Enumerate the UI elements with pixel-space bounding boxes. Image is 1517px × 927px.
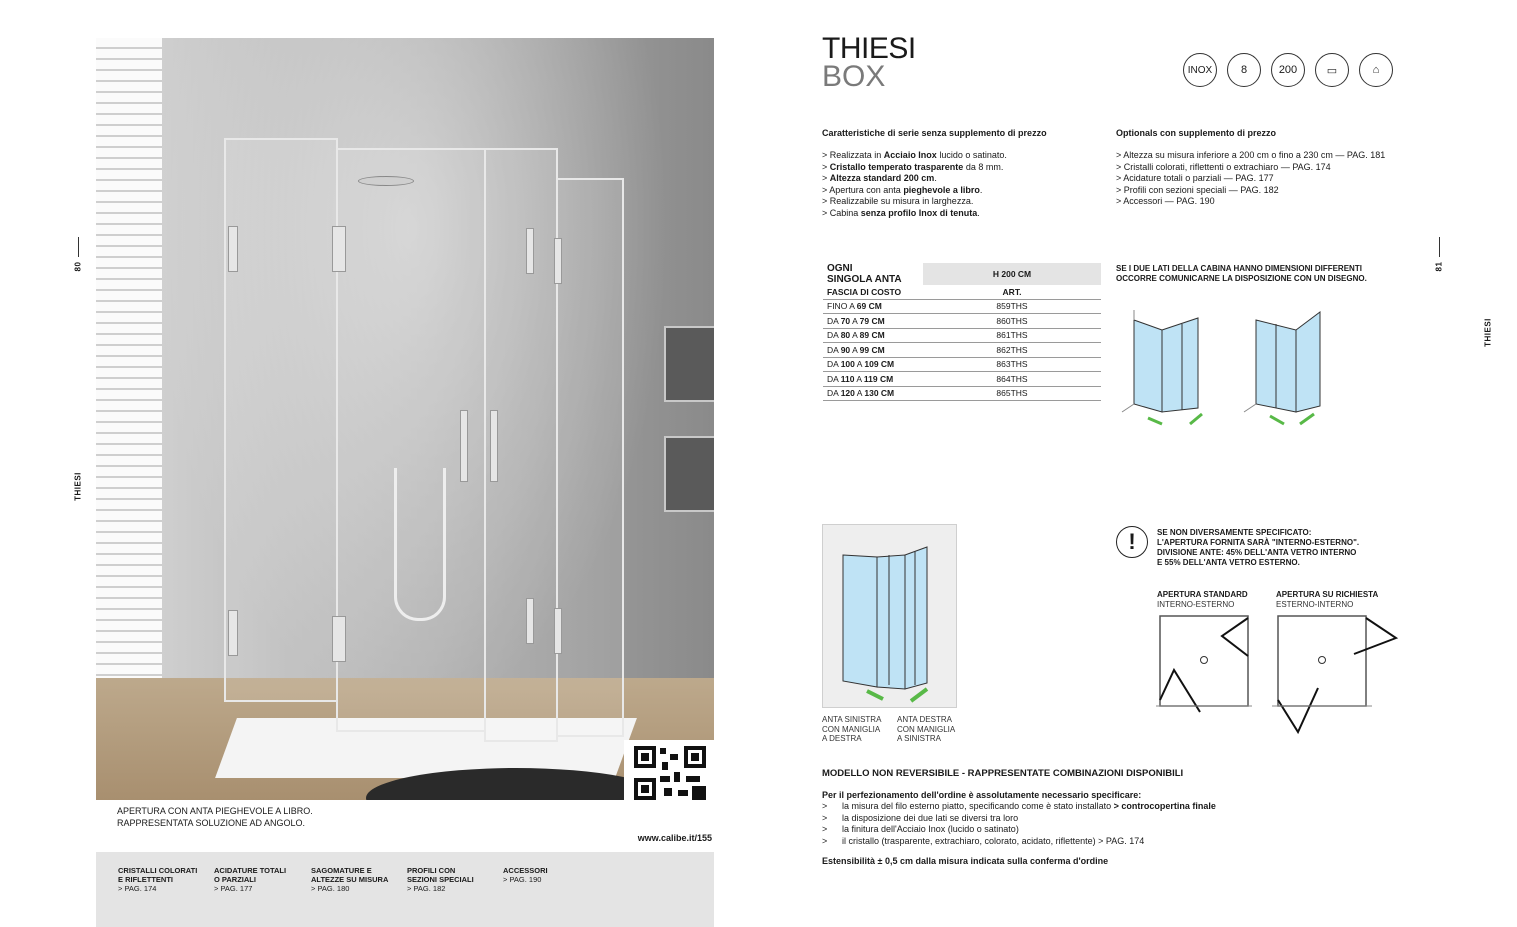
opening-request: APERTURA SU RICHIESTA ESTERNO-INTERNO (1276, 590, 1379, 609)
feature-item: > Apertura con anta pieghevole a libro. (822, 184, 983, 195)
order-item: > la finitura dell'Acciaio Inox (lucido o satinato) (822, 824, 1019, 834)
hinge (526, 598, 534, 644)
opening-standard: APERTURA STANDARD INTERNO-ESTERNO (1157, 590, 1248, 609)
hinge (526, 228, 534, 274)
thickness-8-icon: 8 (1227, 53, 1261, 87)
optionals-list (1116, 150, 1426, 208)
feature-item: > Realizzata in Acciaio Inox lucido o satinato. (822, 150, 1007, 160)
table-row: DA 100 A 109 CM 863THS (823, 357, 1101, 372)
column-range: FASCIA DI COSTO (823, 285, 923, 299)
hinge (332, 616, 346, 662)
inox-icon: INOX (1183, 53, 1217, 87)
wall-niche-upper (664, 326, 714, 402)
feature-item: > Cristallo temperato trasparente da 8 mm. (822, 161, 1004, 172)
easy-clean-icon: ⌂ (1359, 53, 1393, 87)
model-note: MODELLO NON REVERSIBILE - RAPPRESENTATE COMBINAZIONI DISPONIBILI (822, 768, 1184, 779)
option-2: SAGOMATURE E ALTEZZE SU MISURA > PAG. 180 (311, 866, 389, 893)
features-title: Caratteristiche di serie senza supplemento di prezzo (822, 128, 1047, 138)
option-3: PROFILI CON SEZIONI SPECIALI > PAG. 182 (407, 866, 474, 893)
hinge (554, 608, 562, 654)
optional-item: > Accessori — PAG. 190 (1116, 196, 1215, 206)
different-sides-note: SE I DUE LATI DELLA CABINA HANNO DIMENSIONI DIFFERENTI OCCORRE COMUNICARNE LA DISPOSIZIONE CON UN DISEGNO. (1116, 264, 1367, 283)
option-4: ACCESSORI > PAG. 190 (503, 866, 548, 884)
door-handle (490, 410, 498, 482)
warning-icon: ! (1116, 526, 1148, 558)
feature-item: > Cabina senza profilo Inox di tenuta. (822, 207, 980, 218)
shower-hose (394, 468, 446, 621)
handle-caption-left: ANTA SINISTRA CON MANIGLIA A DESTRA (822, 715, 882, 743)
features-list (822, 150, 1102, 219)
order-item: > il cristallo (trasparente, extrachiaro, colorato, acidato, riflettente) > PAG. 174 (822, 835, 1145, 846)
handle-caption-right: ANTA DESTRA CON MANIGLIA A SINISTRA (897, 715, 956, 743)
height-200-icon: 200 (1271, 53, 1305, 87)
corner-diagram-1 (1118, 300, 1218, 430)
product-title: THIESI (822, 32, 916, 65)
table-row: DA 80 A 89 CM 861THS (823, 328, 1101, 343)
option-1: ACIDATURE TOTALI O PARZIALI > PAG. 177 (214, 866, 287, 893)
column-height: H 200 CM (923, 263, 1101, 285)
order-item: > la misura del filo esterno piatto, specificando come è stato installato > controcopertina finale (822, 801, 1216, 811)
features-block (822, 128, 1102, 219)
product-subtitle: BOX (822, 60, 886, 93)
glass-panel-left (224, 138, 338, 702)
price-table (823, 263, 1101, 401)
optional-item: > Altezza su misura inferiore a 200 cm o fino a 230 cm — PAG. 181 (1116, 150, 1386, 160)
photo-caption (117, 806, 517, 829)
left-page-number: 80 (73, 261, 83, 272)
right-side-title: THIESI (1483, 318, 1493, 347)
left-page-number-rule (78, 237, 79, 257)
shower-head (358, 176, 414, 186)
hinge (332, 226, 346, 272)
door-handle (460, 410, 468, 482)
table-row: FINO A 69 CM 859THS (823, 299, 1101, 314)
left-side-title: THIESI (73, 472, 83, 501)
right-page-number-rule (1439, 237, 1440, 257)
measure-icon: ▭ (1315, 53, 1349, 87)
glass-panel-right (556, 178, 624, 737)
right-page-number: 81 (1434, 261, 1444, 272)
order-block (822, 790, 1342, 847)
warning-note: SE NON DIVERSAMENTE SPECIFICATO: L'APERTURA FORNITA SARÀ "INTERNO-ESTERNO". DIVISIONE ANTE: 45% DELL'ANTA VETRO INTERNO E 55% DELL'ANTA VETRO ESTERNO. (1157, 528, 1360, 567)
tolerance-note: Estensibilità ± 0,5 cm dalla misura indicata sulla conferma d'ordine (822, 856, 1109, 866)
qr-code (624, 740, 716, 806)
feature-item: > Altezza standard 200 cm. (822, 173, 937, 183)
hinge (228, 610, 238, 656)
shower-photo (96, 38, 714, 800)
option-0: CRISTALLI COLORATI E RIFLETTENTI > PAG. 174 (118, 866, 198, 893)
feature-icons (1183, 53, 1393, 87)
order-title: Per il perfezionamento dell'ordine è assolutamente necessario specificare: (822, 790, 1142, 800)
wall-niche-lower (664, 436, 714, 512)
hinge (554, 238, 562, 284)
optional-item: > Profili con sezioni speciali — PAG. 182 (1116, 184, 1279, 195)
table-row: DA 120 A 130 CM 865THS (823, 386, 1101, 401)
caption-line-1: APERTURA CON ANTA PIEGHEVOLE A LIBRO. (117, 806, 313, 816)
optional-item: > Cristalli colorati, riflettenti o extrachiaro — PAG. 174 (1116, 161, 1331, 172)
table-row: DA 70 A 79 CM 860THS (823, 314, 1101, 329)
opening-request-diagram (1268, 610, 1408, 744)
qr-url[interactable]: www.calibe.it/155 (637, 833, 712, 843)
column-art: ART. (923, 285, 1101, 299)
feature-item: > Realizzabile su misura in larghezza. (822, 196, 974, 206)
hinge (228, 226, 238, 272)
caption-line-2: RAPPRESENTATA SOLUZIONE AD ANGOLO. (117, 817, 306, 828)
opening-standard-diagram (1150, 610, 1260, 744)
order-list (822, 801, 1342, 847)
table-heading: OGNI SINGOLA ANTA (827, 263, 902, 285)
table-row: DA 110 A 119 CM 864THS (823, 372, 1101, 387)
table-row: DA 90 A 99 CM 862THS (823, 343, 1101, 358)
order-item: > la disposizione dei due lati se diversi tra loro (822, 812, 1019, 823)
optional-item: > Acidature totali o parziali — PAG. 177 (1116, 173, 1274, 183)
optionals-title: Optionals con supplemento di prezzo (1116, 128, 1277, 138)
enclosure-illustration (822, 524, 957, 708)
optionals-block (1116, 128, 1426, 208)
corner-diagram-2 (1240, 300, 1340, 430)
